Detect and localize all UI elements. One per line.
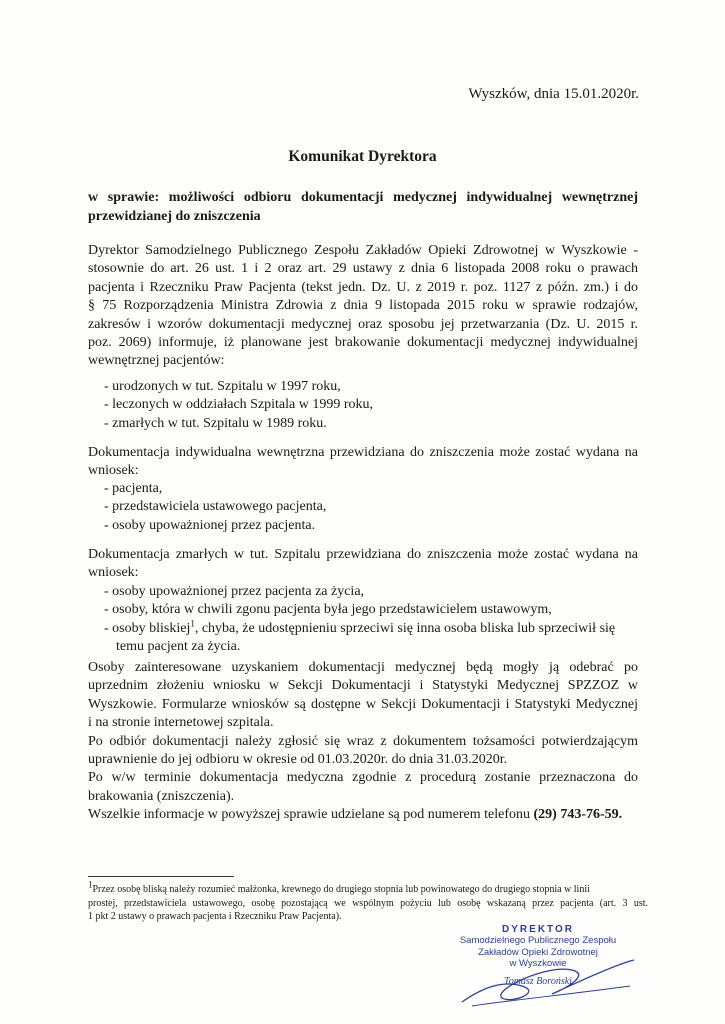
list-item — [104, 620, 644, 657]
contact-text: Wszelkie informacje w powyższej sprawie udzielane są pod numerem telefonu — [88, 807, 534, 823]
document-title: Komunikat Dyrektora — [288, 148, 437, 165]
text-line: zakresów i wzorów dokumentacji medycznej oraz sposobu jej przetwarzania (Dz. U. 2015 r. — [88, 316, 638, 332]
list-item: - leczonych w oddziałach Szpitala w 1999 roku, — [104, 397, 374, 413]
text-line: stosownie do art. 26 ust. 1 i 2 oraz art. 29 ustawy z dnia 6 listopada 2008 roku o prawach — [88, 261, 638, 277]
text-line: Wyszkowie. Formularze wniosków są dostępne w Sekcji Dokumentacji i Statystyki Medycznej — [88, 696, 638, 712]
footnote-divider — [88, 876, 234, 877]
document-subject — [88, 188, 638, 226]
subject-line: w sprawie: możliwości odbioru dokumentacji medycznej indywidualnej wewnętrznej — [88, 190, 638, 205]
list-item-text: , chyba, że udostępnieniu sprzeciwi się inna osoba bliska lub sprzeciwił się — [194, 620, 616, 636]
subject-line: przewidzianej do zniszczenia — [88, 209, 261, 224]
phone-number: (29) 743-76-59. — [533, 807, 623, 823]
footnote — [88, 879, 648, 924]
footnote-number: 1 — [88, 879, 93, 890]
text-line: Po w/w terminie dokumentacja medyczna zgodnie z procedurą zostanie przeznaczona do — [88, 770, 638, 786]
list-item-text: - osoby bliskiej — [104, 620, 191, 636]
text-line — [88, 806, 638, 824]
paragraph-internal-docs — [88, 444, 638, 481]
paragraph-pickup-info — [88, 659, 638, 825]
text-line: pacjenta i Rzeczniku Praw Pacjenta (tekst jedn. Dz. U. z 2019 r. poz. 1127 z późn. zm.) i do — [88, 279, 638, 295]
footnote-line: 1 pkt 2 ustawy o prawach pacjenta i Rzeczniku Praw Pacjenta). — [88, 911, 342, 923]
list-item: - urodzonych w tut. Szpitalu w 1997 roku, — [104, 379, 341, 394]
text-line: Dyrektor Samodzielnego Publicznego Zespołu Zakładów Opieki Zdrowotnej w Wyszkowie - — [88, 243, 638, 258]
footnote-ref: 1 — [190, 618, 195, 629]
stamp-line: w Wyszkowie — [509, 958, 567, 969]
list-item: - osoby upoważnionej przez pacjenta. — [104, 517, 316, 533]
text-line: wniosek: — [88, 463, 139, 479]
list-item: - zmarłych w tut. Szpitalu w 1989 roku. — [104, 415, 327, 431]
text-line: brakowania (zniszczenia). — [88, 788, 235, 804]
text-line: wniosek: — [88, 565, 139, 581]
footnote-text: Przez osobę bliską należy rozumieć małżonka, krewnego do drugiego stopnia lub powinowatego do drugiego stopnia w linii — [92, 884, 590, 895]
handwritten-signature — [452, 950, 642, 1010]
stamp-line: Samodzielnego Publicznego Zespołu — [459, 935, 617, 946]
footnote-line — [88, 879, 648, 897]
list-deceased-requesters — [104, 583, 644, 657]
footnote-line: prostej, przedstawiciela ustawowego, osobę pozostającą we wspólnym pożyciu lub osobę wskazaną przez pacjenta (art. 3 ust. — [88, 897, 648, 909]
text-line: poz. 2069) informuje, iż planowane jest brakowanie dokumentacji medycznej indywidualnej — [88, 335, 638, 351]
text-line: Dokumentacja zmarłych w tut. Szpitalu przewidziana do zniszczenia może zostać wydana na — [88, 547, 638, 562]
list-item: - przedstawiciela ustawowego pacjenta, — [104, 499, 327, 515]
text-line: Osoby zainteresowane uzyskaniem dokumentacji medycznej będą mogły ją odebrać po — [88, 660, 638, 675]
paragraph-intro — [88, 242, 638, 371]
text-line: uprawnienie do jej odbioru w okresie od 01.03.2020r. do dnia 31.03.2020r. — [88, 752, 508, 768]
text-line: Dokumentacja indywidualna wewnętrzna przewidziana do zniszczenia może zostać wydana na — [88, 445, 638, 460]
document-date: Wyszków, dnia 15.01.2020r. — [468, 86, 639, 102]
paragraph-deceased-docs — [88, 546, 638, 583]
list-item: - osoby upoważnionej przez pacjenta za życia, — [104, 584, 365, 599]
text-line: Po odbiór dokumentacji należy zgłosić się wraz z dokumentem tożsamości potwierdzającym — [88, 733, 638, 749]
text-line: i na stronie internetowej szpitala. — [88, 715, 274, 731]
list-item-continuation: temu pacjent za życia. — [116, 639, 241, 655]
list-patients — [104, 378, 644, 433]
text-line: § 75 Rozporządzenia Ministra Zdrowia z dnia 9 listopada 2015 roku w sprawie rodzajów, — [88, 298, 638, 314]
list-item: - osoby, która w chwili zgonu pacjenta była jego przedstawicielem ustawowym, — [104, 602, 552, 618]
stamp-line: DYREKTOR — [502, 924, 574, 935]
text-line: wewnętrznej pacjentów: — [88, 353, 225, 369]
list-requesters — [104, 480, 644, 535]
stamp-line: Tomasz Boroński — [504, 975, 572, 987]
text-line: uprzednim złożeniu wniosku w Sekcji Dokumentacji i Statystyki Medycznej SPZZOZ w — [88, 678, 638, 694]
list-item: - pacjenta, — [104, 481, 163, 496]
stamp-line: Zakładów Opieki Zdrowotnej — [478, 946, 598, 958]
